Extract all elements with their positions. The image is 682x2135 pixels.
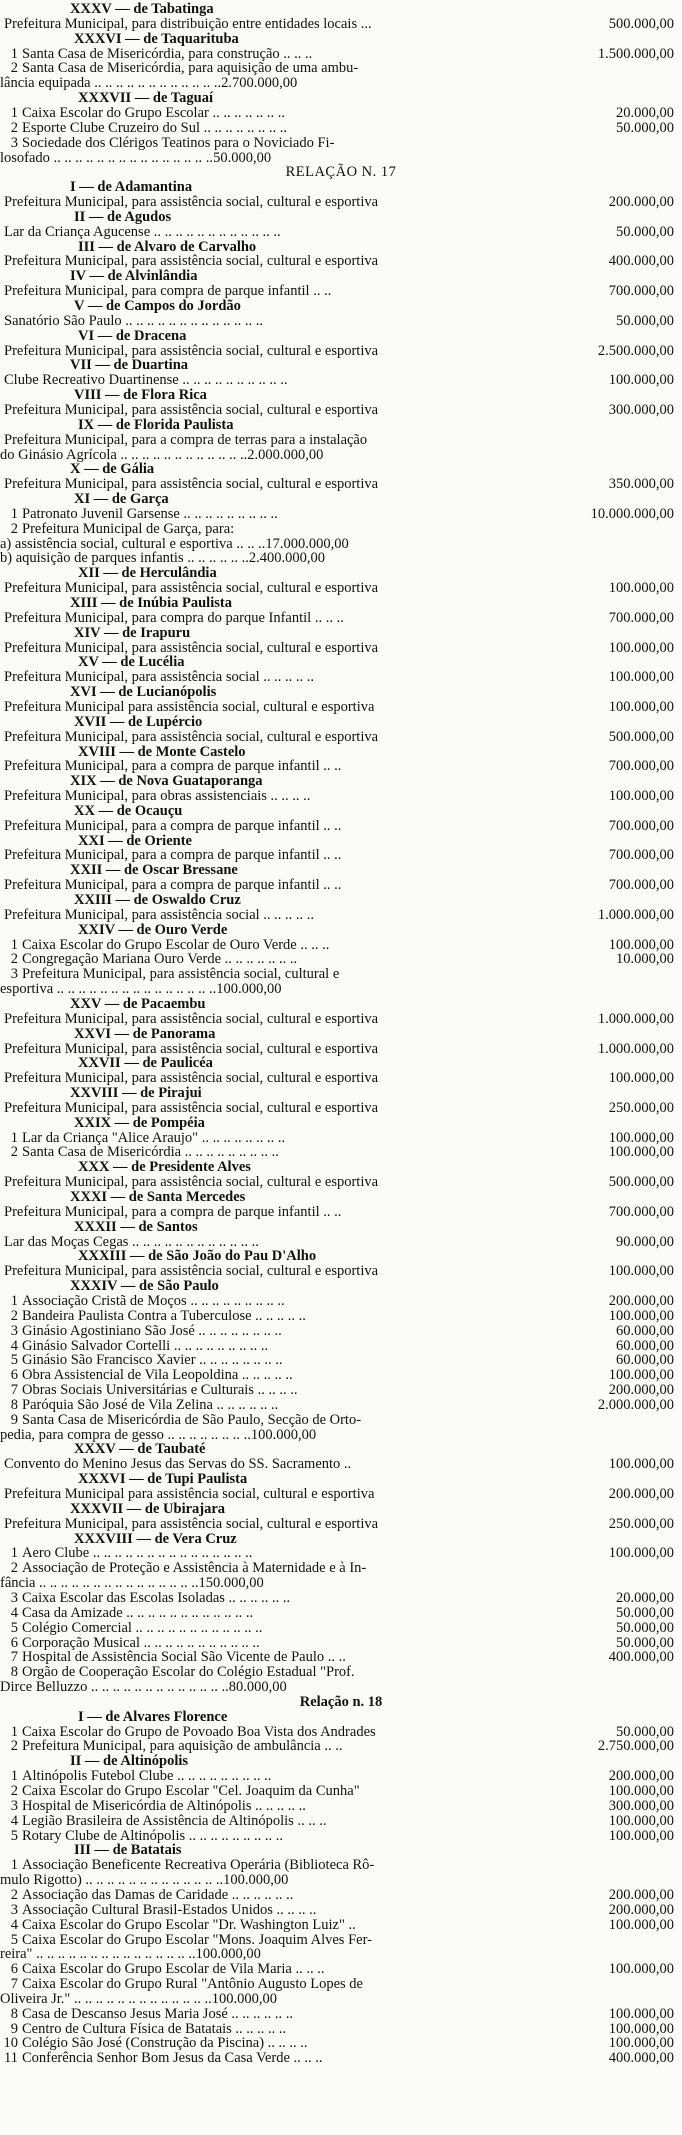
item-description: Colégio São José (Construção da Piscina) .. .. .. .. — [22, 2035, 308, 2052]
section-heading-label: XVI — de Lucianópolis — [70, 684, 217, 701]
item-amount: 700.000,00 — [608, 847, 674, 864]
item-amount: 2.000.000,00 — [597, 1396, 674, 1413]
item-amount: 100.000,00 — [608, 639, 674, 656]
item-description: Santa Casa de Misericórdia .. .. .. .. .. .. .. .. .. — [22, 1144, 279, 1161]
item-amount: 50.000,00 — [616, 223, 674, 240]
item-description: Associação de Proteção e Assistência à Maternidade e à In- — [22, 1560, 367, 1577]
item-amount: 2.500.000,00 — [597, 342, 674, 359]
section-heading-label: IV — de Alvinlândia — [70, 268, 198, 285]
item-amount: 400.000,00 — [608, 2050, 674, 2067]
item-amount: 200.000,00 — [608, 1768, 674, 1785]
item-amount: 50.000,00 — [616, 119, 674, 136]
item-description: Ginásio Salvador Cortelli .. .. .. .. .. .. .. .. .. — [22, 1337, 269, 1354]
item-description: Esporte Clube Cruzeiro do Sul .. .. .. .. .. .. .. .. — [22, 119, 288, 136]
item-description: Prefeitura Municipal de Garça, para: — [22, 520, 235, 537]
item-amount: 100.000,00 — [608, 1827, 674, 1844]
section-heading-label: XXI — de Oriente — [78, 832, 192, 849]
item-description: Prefeitura Municipal, para a compra de parque infantil .. .. — [4, 847, 342, 864]
item-description: Prefeitura Municipal, para a compra de parque infantil .. .. — [4, 877, 342, 894]
section-heading-label: XXX — de Presidente Alves — [78, 1159, 251, 1176]
section-heading-label: XXXIII — de São João do Pau D'Alho — [78, 1248, 317, 1265]
section-heading-label: XIII — de Inúbia Paulista — [70, 595, 232, 611]
item-description: Prefeitura Municipal, para a compra de parque infantil .. .. — [4, 817, 342, 834]
item-amount: 200.000,00 — [608, 1292, 674, 1309]
item-number: 8 — [10, 1664, 18, 1681]
list-item — [0, 2049, 682, 2067]
item-amount: 100.000,00 — [608, 788, 674, 805]
item-description: Prefeitura Municipal, para assistência social, cultural e esportiva — [4, 580, 379, 597]
item-amount: 200.000,00 — [608, 1901, 674, 1918]
item-amount: 100.000,00 — [608, 1367, 674, 1384]
item-description: Oliveira Jr." .. .. .. .. .. .. .. .. .. .. .. .. .. — [0, 1990, 212, 2007]
item-number: 1 — [10, 1857, 18, 1874]
item-amount: 700.000,00 — [608, 283, 674, 300]
item-description: Caixa Escolar do Grupo Escolar "Mons. Joaquim Alves Fer- — [22, 1931, 372, 1948]
item-number: 2 — [10, 119, 18, 136]
item-description: Caixa Escolar do Grupo Escolar de Ouro Verde .. .. .. — [22, 936, 330, 953]
item-description: Associação Cultural Brasil-Estados Unidos .. .. .. .. — [22, 1901, 317, 1918]
item-number: 3 — [10, 1322, 18, 1339]
item-number: 2 — [10, 1886, 18, 1903]
item-description: do Ginásio Agrícola .. .. .. .. .. .. .. .. .. .. .. .. — [0, 446, 248, 463]
item-description: Colégio Comercial .. .. .. .. .. .. .. .. .. .. .. .. — [22, 1619, 263, 1636]
item-amount: 1.000.000,00 — [597, 906, 674, 923]
item-description: Prefeitura Municipal, para assistência social, cultural e esportiva — [4, 342, 379, 359]
item-description: Altinópolis Futebol Clube .. .. .. .. .. .. .. .. .. — [22, 1768, 272, 1785]
item-description: Associação das Damas de Caridade .. .. .. .. .. .. — [22, 1886, 294, 1903]
item-description: b) aquisição de parques infantis .. .. .. .. .. .. — [0, 550, 249, 567]
item-number: 3 — [10, 1797, 18, 1814]
item-amount: 50.000,00 — [616, 1723, 674, 1740]
section-heading-label: II — de Altinópolis — [70, 1753, 189, 1770]
item-description: Prefeitura Municipal, para compra de parque infantil .. .. — [4, 283, 332, 300]
section-heading-label: XXXVI — de Tupi Paulista — [78, 1471, 248, 1488]
item-description: Prefeitura Municipal, para distribuição entre entidades locais ... — [4, 15, 372, 32]
section-heading-label: I — de Alvares Florence — [78, 1708, 228, 1725]
item-amount: 100.000,00 — [608, 2035, 674, 2052]
item-amount: 200.000,00 — [608, 1486, 674, 1502]
item-description: a) assistência social, cultural e esportiva .. .. .. — [0, 535, 266, 552]
item-amount: 100.000,00 — [608, 1456, 674, 1473]
item-number: 3 — [10, 134, 18, 151]
item-amount: 100.000,00 — [195, 1946, 261, 1963]
item-amount: 2.000.000,00 — [247, 446, 324, 463]
item-number: 5 — [10, 1827, 18, 1844]
item-amount: 100.000,00 — [608, 1783, 674, 1799]
item-amount: 100.000,00 — [608, 580, 674, 597]
item-number: 1 — [10, 936, 18, 953]
item-amount: 100.000,00 — [608, 669, 674, 686]
item-number: 8 — [10, 1396, 18, 1413]
item-amount: 500.000,00 — [608, 728, 674, 745]
item-amount: 1.000.000,00 — [597, 1040, 674, 1057]
section-heading-label: VIII — de Flora Rica — [74, 387, 207, 404]
section-heading-label: XXXVIII — de Vera Cruz — [74, 1530, 237, 1547]
item-description: Prefeitura Municipal, para assistência social, cultural e esportiva — [4, 1263, 379, 1280]
item-description: Prefeitura Municipal, para aquisição de ambulância .. .. — [22, 1738, 343, 1755]
section-heading-label: XXIX — de Pompéia — [74, 1114, 205, 1131]
item-amount: 20.000,00 — [616, 104, 674, 121]
item-amount: 500.000,00 — [608, 15, 674, 32]
item-amount: 100.000,00 — [608, 1129, 674, 1146]
item-description: Prefeitura Municipal para assistência social, cultural e esportiva — [4, 698, 375, 715]
item-amount: 60.000,00 — [616, 1337, 674, 1354]
item-amount: 200.000,00 — [608, 1886, 674, 1903]
section-heading-label: XIX — de Nova Guataporanga — [70, 773, 263, 790]
item-amount: 700.000,00 — [608, 877, 674, 894]
item-amount: 100.000,00 — [608, 1307, 674, 1324]
item-number: 8 — [10, 2005, 18, 2022]
section-heading-label: II — de Agudos — [74, 208, 172, 225]
item-amount: 2.400.000,00 — [248, 550, 325, 567]
item-number: 5 — [10, 1931, 18, 1948]
item-amount: 1.500.000,00 — [597, 45, 674, 62]
item-amount: 1.000.000,00 — [597, 1010, 674, 1027]
item-amount: 50.000,00 — [616, 1634, 674, 1651]
section-heading-label: VII — de Duartina — [70, 357, 189, 374]
item-description: Caixa Escolar das Escolas Isoladas .. .. .. .. .. .. — [22, 1589, 291, 1606]
item-number: 2 — [10, 1144, 18, 1161]
item-amount: 700.000,00 — [608, 1203, 674, 1220]
item-number: 1 — [10, 1723, 18, 1740]
section-heading-label: XXXVII — de Taguaí — [78, 90, 213, 107]
section-heading-label: I — de Adamantina — [70, 179, 193, 196]
section-heading-label: XXVIII — de Pirajui — [70, 1085, 202, 1102]
section-heading-label: XXXIV — de São Paulo — [70, 1278, 219, 1295]
item-amount: 100.000,00 — [223, 1872, 289, 1889]
item-amount: 100.000,00 — [608, 1545, 674, 1562]
item-number: 3 — [10, 1589, 18, 1606]
item-description: Dirce Belluzzo .. .. .. .. .. .. .. .. .. .. .. .. .. — [0, 1679, 229, 1696]
item-amount: 50.000,00 — [616, 1604, 674, 1621]
item-description: Lar da Criança "Alice Araujo" .. .. .. .. .. .. .. .. — [22, 1129, 286, 1146]
item-number: 2 — [10, 520, 18, 537]
item-number: 4 — [10, 1812, 18, 1829]
item-number: 10 — [3, 2035, 18, 2052]
item-description: Obra Assistencial de Vila Leopoldina .. .. .. .. .. — [22, 1367, 293, 1384]
section-heading-label: XI — de Garça — [74, 491, 169, 508]
section-heading-label: X — de Gália — [70, 461, 155, 478]
item-description: Lar das Moças Cegas .. .. .. .. .. .. .. .. .. .. .. .. — [4, 1233, 259, 1250]
item-number: 1 — [10, 1129, 18, 1146]
item-description: Prefeitura Municipal, para a compra de parque infantil .. .. — [4, 758, 342, 775]
item-number: 1 — [10, 104, 18, 121]
section-heading-label: XXXV — de Taubaté — [74, 1441, 206, 1458]
section-heading-label: IX — de Florida Paulista — [78, 416, 234, 433]
item-description: Corporação Musical .. .. .. .. .. .. .. .. .. .. .. — [22, 1634, 260, 1651]
item-description: Bandeira Paulista Contra a Tuberculose .. .. .. .. .. — [22, 1307, 306, 1324]
item-number: 3 — [10, 966, 18, 983]
item-description: Caixa Escolar do Grupo Rural "Antônio Augusto Lopes de — [22, 1976, 363, 1993]
item-description: Congregação Mariana Ouro Verde .. .. .. .. .. .. .. — [22, 951, 298, 968]
item-description: Santa Casa de Misericórdia, para construção .. .. .. — [22, 45, 313, 62]
item-amount: 60.000,00 — [616, 1352, 674, 1369]
item-description: Aero Clube .. .. .. .. .. .. .. .. .. .. .. .. .. .. .. — [22, 1545, 253, 1562]
item-description: Associação Beneficente Recreativa Operária (Biblioteca Rô- — [22, 1857, 375, 1874]
item-number: 5 — [10, 1352, 18, 1369]
item-description: Lar da Criança Agucense .. .. .. .. .. .. .. .. .. .. .. .. — [4, 223, 281, 240]
item-description: Prefeitura Municipal, para obras assistenciais .. .. .. .. — [4, 788, 311, 805]
item-amount: 100.000,00 — [608, 1263, 674, 1280]
item-number: 1 — [10, 1292, 18, 1309]
item-description: Prefeitura Municipal, para assistência social, cultural e esportiva — [4, 1099, 379, 1116]
section-heading-label: III — de Alvaro de Carvalho — [78, 238, 257, 255]
item-number: 4 — [10, 1337, 18, 1354]
item-number: 2 — [10, 1783, 18, 1799]
item-amount: 300.000,00 — [608, 401, 674, 418]
item-number: 3 — [10, 1901, 18, 1918]
item-amount: 100.000,00 — [211, 1990, 277, 2007]
section-heading-label: XVIII — de Monte Castelo — [78, 743, 246, 760]
item-description: Prefeitura Municipal, para assistência social, cultural e esportiva — [4, 476, 379, 493]
item-number: 1 — [10, 45, 18, 62]
item-description: Orgão de Cooperação Escolar do Colégio Estadual "Prof. — [22, 1664, 355, 1681]
item-number: 5 — [10, 1619, 18, 1636]
item-amount: 200.000,00 — [608, 194, 674, 211]
item-amount: 100.000,00 — [250, 1426, 317, 1443]
relation-title-label: Relação n. 18 — [299, 1693, 383, 1710]
item-description: Caixa Escolar do Grupo Escolar "Dr. Washington Luiz" .. — [22, 1916, 356, 1933]
item-amount: 50.000,00 — [616, 1619, 674, 1636]
item-description: losofado .. .. .. .. .. .. .. .. .. .. .. .. .. .. .. — [0, 149, 214, 166]
section-heading-label: XXIII — de Oswaldo Cruz — [74, 892, 241, 908]
item-description: mulo Rigotto) .. .. .. .. .. .. .. .. .. .. .. .. .. — [0, 1872, 224, 1889]
item-number: 2 — [10, 60, 18, 77]
item-description: Prefeitura Municipal, para compra do parque Infantil .. .. .. — [4, 609, 344, 626]
item-description: Prefeitura Municipal, para assistência social, cultural e esportiva — [4, 1515, 379, 1532]
item-amount: 400.000,00 — [608, 1649, 674, 1666]
item-amount: 2.700.000,00 — [221, 75, 298, 92]
item-amount: 100.000,00 — [608, 1961, 674, 1978]
item-description: Caixa Escolar do Grupo Escolar "Cel. Joaquim da Cunha" — [22, 1783, 360, 1799]
item-amount: 2.750.000,00 — [597, 1738, 674, 1755]
section-heading-label: XXXVII — de Ubirajara — [70, 1500, 226, 1517]
item-number: 2 — [10, 1738, 18, 1755]
item-amount: 400.000,00 — [608, 253, 674, 270]
item-description: Prefeitura Municipal, para assistência social, cultural e esportiva — [4, 401, 379, 418]
item-number: 9 — [10, 2020, 18, 2037]
item-description: Centro de Cultura Física de Batatais .. .. .. .. .. — [22, 2020, 287, 2037]
item-amount: 250.000,00 — [608, 1515, 674, 1532]
item-amount: 60.000,00 — [616, 1322, 674, 1339]
item-amount: 100.000,00 — [608, 1144, 674, 1161]
item-description: Caixa Escolar do Grupo Escolar .. .. .. .. .. .. .. — [22, 104, 285, 121]
item-description: Associação Cristã de Moços .. .. .. .. .. .. .. .. .. — [22, 1292, 285, 1309]
item-number: 4 — [10, 1916, 18, 1933]
item-description: Prefeitura Municipal, para assistência social .. .. .. .. .. — [4, 669, 315, 686]
item-description: pedia, para compra de gesso .. .. .. .. .. .. .. .. — [0, 1426, 251, 1443]
item-description: Legião Brasileira de Assistência de Altinópolis .. .. .. — [22, 1812, 327, 1829]
item-description: Prefeitura Municipal, para assistência social, cultural e esportiva — [4, 1010, 379, 1027]
item-description: Prefeitura Municipal, para a compra de terras para a instalação — [4, 431, 368, 448]
item-description: Prefeitura Municipal, para a compra de parque infantil .. .. — [4, 1203, 342, 1220]
section-heading-label: XXXI — de Santa Mercedes — [70, 1189, 246, 1205]
item-number: 1 — [10, 1545, 18, 1562]
item-description: Sanatório São Paulo .. .. .. .. .. .. .. .. .. .. .. .. .. — [4, 312, 263, 329]
item-amount: 100.000,00 — [608, 936, 674, 953]
item-description: Prefeitura Municipal para assistência social, cultural e esportiva — [4, 1486, 375, 1502]
item-amount: 100.000,00 — [608, 2020, 674, 2037]
item-description: esportiva .. .. .. .. .. .. .. .. .. .. .. .. .. .. .. — [0, 981, 217, 998]
item-amount: 350.000,00 — [608, 476, 674, 493]
item-description: Casa de Descanso Jesus Maria José .. .. .. .. .. .. — [22, 2005, 294, 2022]
item-amount: 10.000.000,00 — [590, 505, 674, 522]
item-description: Casa da Amizade .. .. .. .. .. .. .. .. .. .. .. .. — [22, 1604, 254, 1621]
item-description: Sociedade dos Clérigos Teatinos para o Noviciado Fi- — [22, 134, 335, 151]
item-number: 11 — [4, 2050, 18, 2067]
item-number: 9 — [10, 1411, 18, 1428]
item-amount: 17.000.000,00 — [265, 535, 349, 552]
item-description: Caixa Escolar do Grupo de Povoado Boa Vista dos Andrades — [22, 1723, 376, 1740]
section-heading-label: XXVII — de Paulicéa — [78, 1055, 213, 1072]
item-number: 7 — [10, 1649, 18, 1666]
item-description: Santa Casa de Misericórdia, para aquisição de uma ambu- — [22, 60, 359, 77]
section-heading-label: III — de Batatais — [74, 1842, 182, 1859]
item-description: Prefeitura Municipal, para assistência social .. .. .. .. .. — [4, 906, 315, 923]
item-amount: 250.000,00 — [608, 1099, 674, 1116]
item-number: 1 — [10, 1768, 18, 1785]
section-heading-label: VI — de Dracena — [78, 327, 187, 344]
item-description: Prefeitura Municipal, para assistência social, cultural e esportiva — [4, 1174, 379, 1191]
item-number: 6 — [10, 1634, 18, 1651]
item-description: Santa Casa de Misericórdia de São Paulo, Secção de Orto- — [22, 1411, 362, 1428]
item-amount: 200.000,00 — [608, 1382, 674, 1399]
section-heading-label: V — de Campos do Jordão — [74, 298, 241, 314]
item-description: Conferência Senhor Bom Jesus da Casa Verde .. .. .. — [22, 2050, 323, 2067]
item-number: 6 — [10, 1961, 18, 1978]
item-number: 2 — [10, 951, 18, 968]
section-heading-label: XXIV — de Ouro Verde — [78, 921, 228, 938]
item-amount: 300.000,00 — [608, 1797, 674, 1814]
item-amount: 90.000,00 — [616, 1233, 674, 1250]
item-description: Ginásio São Francisco Xavier .. .. .. .. .. .. .. .. — [22, 1352, 283, 1369]
item-description: Caixa Escolar do Grupo Escolar de Vila Maria .. .. .. — [22, 1961, 325, 1978]
section-heading-label: XIV — de Irapuru — [74, 624, 191, 641]
item-description: Rotary Clube de Altinópolis .. .. .. .. .. .. .. .. .. — [22, 1827, 283, 1844]
item-description: Hospital de Assistência Social São Vicente de Paulo .. .. — [22, 1649, 346, 1666]
section-heading-label: XX — de Ocauçu — [74, 802, 183, 819]
item-amount: 10.000,00 — [616, 951, 674, 968]
item-description: Prefeitura Municipal, para assistência social, cultural e esportiva — [4, 1040, 379, 1057]
item-number: 7 — [10, 1976, 18, 1993]
item-description: Clube Recreativo Duartinense .. .. .. .. .. .. .. .. .. .. — [4, 372, 288, 389]
item-description: Paróquia São José de Vila Zelina .. .. .. .. .. .. — [22, 1396, 279, 1413]
item-description: Obras Sociais Universitárias e Culturais .. .. .. .. — [22, 1382, 298, 1399]
item-amount: 100.000,00 — [608, 1812, 674, 1829]
item-amount: 100.000,00 — [608, 1070, 674, 1087]
item-amount: 80.000,00 — [228, 1679, 287, 1696]
item-amount: 100.000,00 — [608, 372, 674, 389]
item-description: Hospital de Misericórdia de Altinópolis .. .. .. .. .. — [22, 1797, 306, 1814]
item-amount: 20.000,00 — [616, 1589, 674, 1606]
item-number: 6 — [10, 1367, 18, 1384]
item-number: 7 — [10, 1382, 18, 1399]
item-description: Prefeitura Municipal, para assistência social, cultural e esportiva — [4, 728, 379, 745]
item-amount: 700.000,00 — [608, 609, 674, 626]
item-number: 2 — [10, 1560, 18, 1577]
item-description: Prefeitura Municipal, para assistência social, cultural e — [22, 966, 340, 983]
item-amount: 100.000,00 — [216, 981, 282, 998]
item-description: Patronato Juvenil Garsense .. .. .. .. .. .. .. .. .. — [22, 505, 278, 522]
section-heading-label: XXVI — de Panorama — [74, 1025, 216, 1042]
section-heading-label: XXXV — de Tabatinga — [70, 1, 214, 17]
item-description: lância equipada .. .. .. .. .. .. .. .. .. .. .. .. — [0, 75, 222, 92]
item-description: reira" .. .. .. .. .. .. .. .. .. .. .. .. .. .. .. — [0, 1946, 196, 1963]
section-heading-label: XXII — de Oscar Bressane — [70, 862, 238, 879]
section-heading-label: XII — de Herculândia — [78, 565, 217, 582]
item-amount: 100.000,00 — [608, 1916, 674, 1933]
item-description: Convento do Menino Jesus das Servas do SS. Sacramento .. — [4, 1456, 352, 1473]
item-description: fância .. .. .. .. .. .. .. .. .. .. .. .. .. .. .. — [0, 1575, 199, 1592]
relation-title-label: RELAÇÃO N. 17 — [285, 164, 397, 181]
item-description: Ginásio Agostiniano São José .. .. .. .. .. .. .. .. — [22, 1322, 282, 1339]
item-amount: 700.000,00 — [608, 758, 674, 775]
item-description: Prefeitura Municipal, para assistência social, cultural e esportiva — [4, 1070, 379, 1087]
section-heading-label: XVII — de Lupércio — [74, 713, 203, 730]
item-number: 2 — [10, 1307, 18, 1324]
item-number: 1 — [10, 505, 18, 522]
item-amount: 100.000,00 — [608, 698, 674, 715]
section-heading-label: XXV — de Pacaembu — [70, 995, 206, 1012]
item-number: 4 — [10, 1604, 18, 1621]
item-amount: 50.000,00 — [213, 149, 272, 166]
item-amount: 500.000,00 — [608, 1174, 674, 1191]
item-amount: 700.000,00 — [608, 817, 674, 834]
item-amount: 50.000,00 — [616, 312, 674, 329]
section-heading-label: XV — de Lucélia — [78, 654, 185, 671]
item-description: Prefeitura Municipal, para assistência social, cultural e esportiva — [4, 194, 379, 211]
item-amount: 100.000,00 — [608, 2005, 674, 2022]
section-heading-label: XXXII — de Santos — [74, 1218, 198, 1235]
item-description: Prefeitura Municipal, para assistência social, cultural e esportiva — [4, 639, 379, 656]
section-heading-label: XXXVI — de Taquarituba — [74, 30, 239, 47]
item-description: Prefeitura Municipal, para assistência social, cultural e esportiva — [4, 253, 379, 270]
item-amount: 150.000,00 — [198, 1575, 264, 1592]
